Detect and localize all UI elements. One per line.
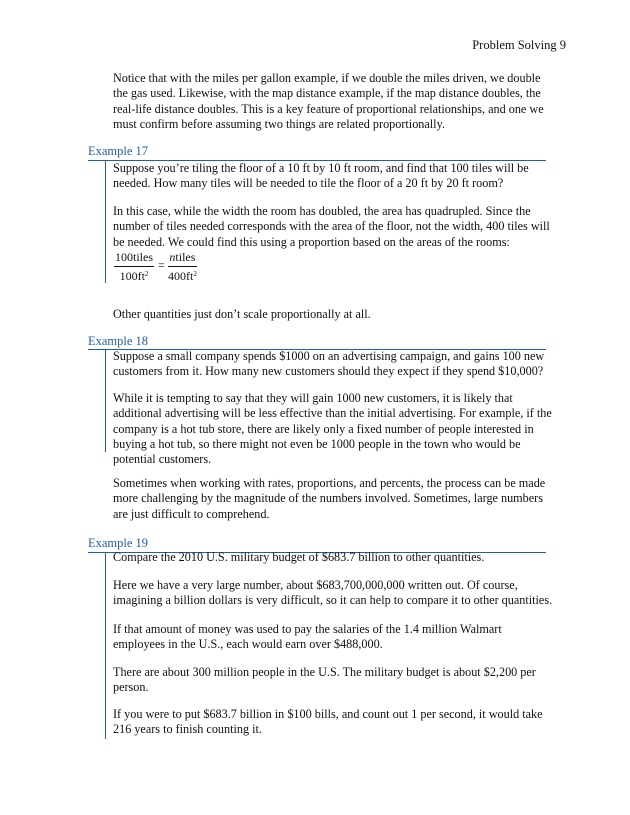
left-numerator: 100tiles: [114, 250, 154, 267]
example-18-title: Example 18: [88, 334, 149, 348]
equals-sign: =: [158, 258, 165, 272]
example-18-paragraph-1: Suppose a small company spends $1000 on an advertising campaign, and gains 100 new customers from it. How many new customers should they expect if they spend $10,000?: [113, 349, 545, 379]
example-18-bar: [105, 350, 106, 452]
example-17-paragraph-2: In this case, while the width the room has doubled, the area has quadrupled. Since the number of tiles needed corresponds with the area of the floor, not the width, 400 tiles will be needed. We could find this using a proportion based on the areas of the rooms:: [113, 204, 550, 249]
left-denominator: $100ft^2$: [119, 269, 149, 283]
example-19-bar: [105, 553, 106, 739]
right-denominator: $400ft^2$: [168, 269, 197, 283]
right-numerator: ntiles: [168, 250, 197, 267]
example-18-paragraph-2: While it is tempting to say that they will gain 1000 new customers, it is likely that additional advertising will be less effective than the initial advertising. For example, if the company is a hot tub store, there are likely only a fixed number of people interested in buying a hot tub, so there might not even be 1000 people in the town who would be potential customers.: [113, 391, 552, 467]
example-17-paragraph-1: Suppose you’re tiling the floor of a 10 ft by 10 ft room, and find that 100 tiles will be needed. How many tiles will be needed to tile the floor of a 20 ft by 20 ft room?: [113, 161, 529, 191]
example-19-title: Example 19: [88, 536, 149, 550]
example-17-bar: [105, 161, 106, 283]
proportion-right-fraction: [168, 250, 197, 284]
page-header: Problem Solving 9: [472, 38, 566, 52]
intro-paragraph: Notice that with the miles per gallon example, if we double the miles driven, we double the gas used. Likewise, with the map distance example, if the map distance doubles, the real-life distance doubles. This is a key feature of proportional relationships, and one we must confirm before assuming two things are related proportionally.: [113, 71, 544, 131]
example-19-paragraph-2: Here we have a very large number, about $683,700,000,000 written out. Of course, imagining a billion dollars is very difficult, so it can help to compare it to other quantities.: [113, 578, 553, 608]
example-19-paragraph-3: If that amount of money was used to pay the salaries of the 1.4 million Walmart employees in the U.S., each would earn over $488,000.: [113, 622, 502, 652]
example-17-title: Example 17: [88, 144, 149, 158]
large-numbers-paragraph: Sometimes when working with rates, proportions, and percents, the process can be made more challenging by the magnitude of the numbers involved. Sometimes, large numbers are just difficult to comprehend.: [113, 476, 546, 521]
example-19-paragraph-4: There are about 300 million people in the U.S. The military budget is about $2,200 per person.: [113, 665, 536, 695]
example-19-paragraph-5: If you were to put $683.7 billion in $100 bills, and count out 1 per second, it would take 216 years to finish counting it.: [113, 707, 543, 737]
example-19-paragraph-1: Compare the 2010 U.S. military budget of $683.7 billion to other quantities.: [113, 550, 485, 564]
other-quantities-paragraph: Other quantities just don’t scale proportionally at all.: [113, 307, 371, 321]
proportion-left-fraction: [114, 250, 154, 284]
